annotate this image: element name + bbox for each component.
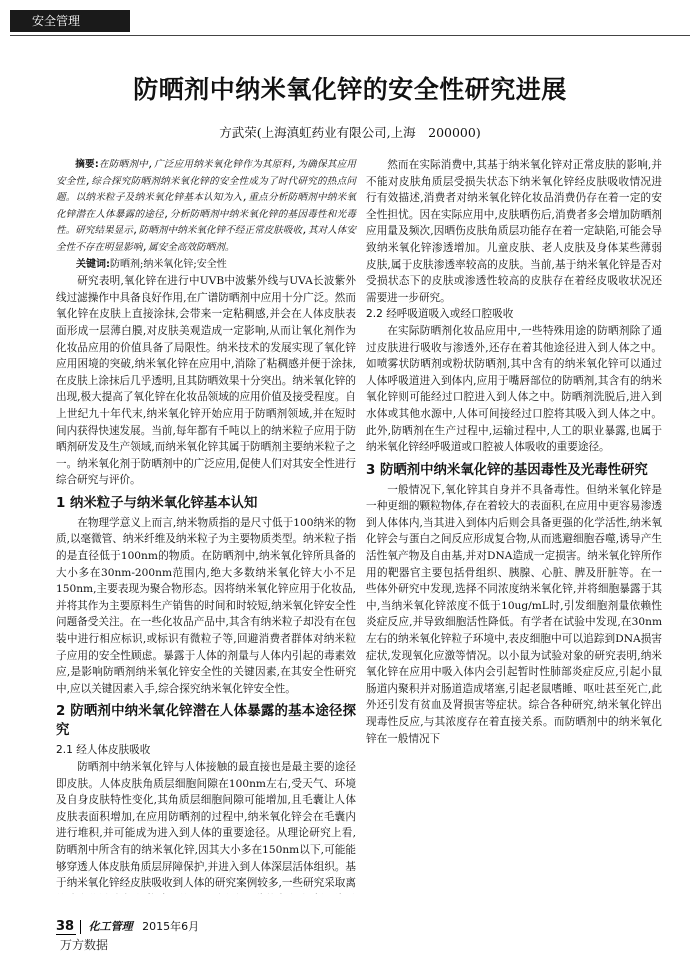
abstract bbox=[56, 157, 356, 257]
section-2-1-paragraph-2: 然而在实际消费中,其基于纳米氧化锌对正常皮肤的影响,并不能对皮肤角质层受损失状态下纳米氧化锌经皮肤吸收情况进行有效描述,消费者对纳米氧化锌化妆品消费仍存在着一定的安全性担忧。因在实际应用中,皮肤晒伤后,消费者多会增加防晒剂应用量及频次,因晒伤皮肤角质层功能存在着一定缺陷,可能会导致纳米氧化锌渗透增加。儿童皮肤、老人皮肤及身体某些薄弱皮肤,属于皮肤渗透率较高的皮肤。当前,基于纳米氧化锌是否对受损状态下的皮肤或渗透性较高的皮肤存在着经皮吸收状况还需要进一步研究。 bbox=[366, 159, 662, 304]
keywords bbox=[56, 257, 356, 274]
section-2-2-heading: 2.2 经呼吸道吸入或经口腔吸收 bbox=[366, 308, 514, 321]
intro-paragraph: 研究表明,氧化锌在进行中UVB中波紫外线与UVA长波紫外线过滤操作中具备良好作用,在广谱防晒剂中应用十分广泛。然而氧化锌在皮肤上直接涂抹,会带来一定粘稠感,并会在人体皮肤表面形成一层薄白膜,对皮肤美观造成一定影响,从而让氧化剂作为化妆品应用的价值具备了局限性。纳米技术的发展实现了氧化锌应用困境的突破,纳米氧化锌在应用中,消除了粘稠感并便于涂抹,在皮肤上涂抹后几乎透明,且其防晒效果十分突出。纳米氧化锌的出现,极大提高了氧化锌在化妆品领域的应用价值及接受程度。自上世纪九十年代末,纳米氧化锌开始应用于防晒剂领域,并在短时间内获得快速发展。当前,每年都有千吨以上的纳米粒子应用于防晒剂研发及生产领域,而纳米氧化锌其属于防晒剂主要纳米粒子之一。纳米氧化剂于防晒剂中的广泛应用,促使人们对其安全性进行综合研究与评价。 bbox=[56, 275, 356, 487]
section-1-heading: 1 纳米粒子与纳米氧化锌基本认知 bbox=[56, 495, 258, 511]
left-column bbox=[56, 157, 356, 894]
abstract-label: 摘要: bbox=[75, 159, 99, 170]
page-number: 38 bbox=[56, 919, 75, 934]
page-footer bbox=[56, 918, 199, 934]
section-2-2-paragraph: 在实际防晒剂化妆品应用中,一些特殊用途的防晒剂除了通过皮肤进行吸收与渗透外,还存在着其他途径进入到人体之中。如喷雾状防晒剂或粉状防晒剂,其中含有的纳米氧化锌可以通过人体呼吸道进入到体内,应用于嘴唇部位的防晒剂,其含有的纳米氧化锌则可能经过口腔进入到人体之中。防晒剂洗脱后,进入到水体或其他水源中,人体可间接经过口腔将其吸入到人体之中。此外,防晒剂在生产过程中,运输过程中,人工的职业暴露,也属于纳米氧化锌经呼吸道或口腔被人体吸收的重要途径。 bbox=[366, 324, 662, 454]
section-2-1-paragraph: 防晒剂中纳米氧化锌与人体接触的最直接也是最主要的途径即皮肤。人体皮肤角质层细胞间隙在100nm左右,受天气、环境及自身皮肤特性变化,其角质层细胞间隙可能增加,且毛囊让人体皮肤表面积增加,在应用防晒剂的过程中,纳米氧化锌会在毛囊内进行堆积,并可能成为进入到人体的重要途径。从理论研究上看,防晒剂中所含有的纳米氧化锌,因其大小多在150nm以下,可能能够穿透人体皮肤角质层屏障保护,并进入到人体深层活体组织。基于纳米氧化锌经皮肤吸收到人体的研究案例较多,一些研究采取离 bbox=[56, 761, 356, 890]
section-2-heading: 2 防晒剂中纳米氧化锌潜在人体暴露的基本途径探究 bbox=[56, 704, 356, 739]
keywords-text: 防晒剂;纳米氧化锌;安全性 bbox=[110, 258, 227, 270]
right-column bbox=[366, 157, 662, 782]
section-3-paragraph: 一般情况下,氧化锌其自身并不具备毒性。但纳米氧化锌是一种更细的颗粒物体,存在着较大的表面积,在应用中更容易渗透到人体体内,当其进入到体内后则会具备更强的化学活性,纳米氧化锌会与蛋白之间反应形成复合物,从而逃避细胞吞噬,诱导产生活性氧产物及自由基,并对DNA造成一定损害。纳米氧化锌所作用的靶器官主要包括骨组织、胰腺、心脏、脾及肝脏等。在一些体外研究中发现,选择不同浓度纳米氧化锌,并将细胞暴露于其中,当纳米氧化锌浓度不低于10ug/mL时,引发细胞剂量依赖性炎症反应,并导致细胞活性降低。有学者在试验中发现,在30nm左右的纳米氧化锌粒子环境中,表皮细胞中可以追踪到DNA损害症状,发现氧化应激等情况。以小鼠为试验对象的研究表明,纳米氧化锌在应用中吸入体内会引起暂时性肺部炎症反应,引起小鼠肠道内聚积并对肠道造成堵塞,引起老鼠嗜睡、呕吐甚至死亡,此外还引发有贫血及肾损害等症状。综合各种研究,纳米氧化锌出现毒性反应,与其浓度存在着直接关系。而防晒剂中的纳米氧化锌在一般情况下 bbox=[366, 483, 662, 745]
section-tag: 安全管理 bbox=[10, 10, 130, 32]
abstract-text: 在防晒剂中,广泛应用纳米氧化锌作为其原料,为确保其应用安全性,综合探究防晒剂纳米氧化锌的安全性成为了时代研究的热点问题。以纳米粒子及纳米氧化锌基本认知为入,重点分析防晒剂中纳米氧化锌潜在人体暴露的途径,分析防晒剂中纳米氧化锌的基因毒性和光毒性。研究结果显示,防晒剂中纳米氧化锌不经正常皮肤吸收,其对人体安全性不存在明显影响,属安全高效防晒剂。 bbox=[56, 159, 356, 253]
watermark: 万方数据 bbox=[60, 938, 109, 952]
header-rule bbox=[10, 35, 690, 36]
section-2-1-heading: 2.1 经人体皮肤吸收 bbox=[56, 744, 151, 757]
section-3-heading: 3 防晒剂中纳米氧化锌的基因毒性及光毒性研究 bbox=[366, 462, 648, 478]
journal-name: 化工管理 bbox=[88, 920, 133, 933]
section-1-paragraph: 在物理学意义上而言,纳米物质指的是尺寸低于100纳米的物质,以毫微管、纳米纤维及纳米粒子为主要物质类型。纳米粒子指的是直径低于100nm的物质。在防晒剂中,纳米氧化锌所具备的大小多在30nm-200nm范围内,绝大多数纳米氧化锌大小不足150nm,主要表现为聚合物形态。因将纳米氧化锌应用于化妆品,并将其作为主要原料生产销售的时间和时较短,纳米氧化锌安全性问题备受关注。在一些化妆品产品中,其含有纳米粒子却没有在包装中进行相应标识,或标识有微粒子等,回避消费者群体对纳米粒子应用的安全性顾虑。暴露于人体的剂量与人体内引起的毒素效应,是影响防晒剂纳米氧化锌安全性的关键因素,在其安全性研究中,应以关键因素入手,综合探究纳米氧化锌安全性。 bbox=[56, 516, 356, 695]
author-byline: 方武荣(上海滇虹药业有限公司,上海 200000) bbox=[219, 125, 481, 140]
issue-date: 2015年6月 bbox=[142, 920, 200, 933]
article-title: 防晒剂中纳米氧化锌的安全性研究进展 bbox=[133, 75, 567, 104]
keywords-label: 关键词: bbox=[76, 258, 110, 270]
footer-divider bbox=[80, 920, 81, 934]
